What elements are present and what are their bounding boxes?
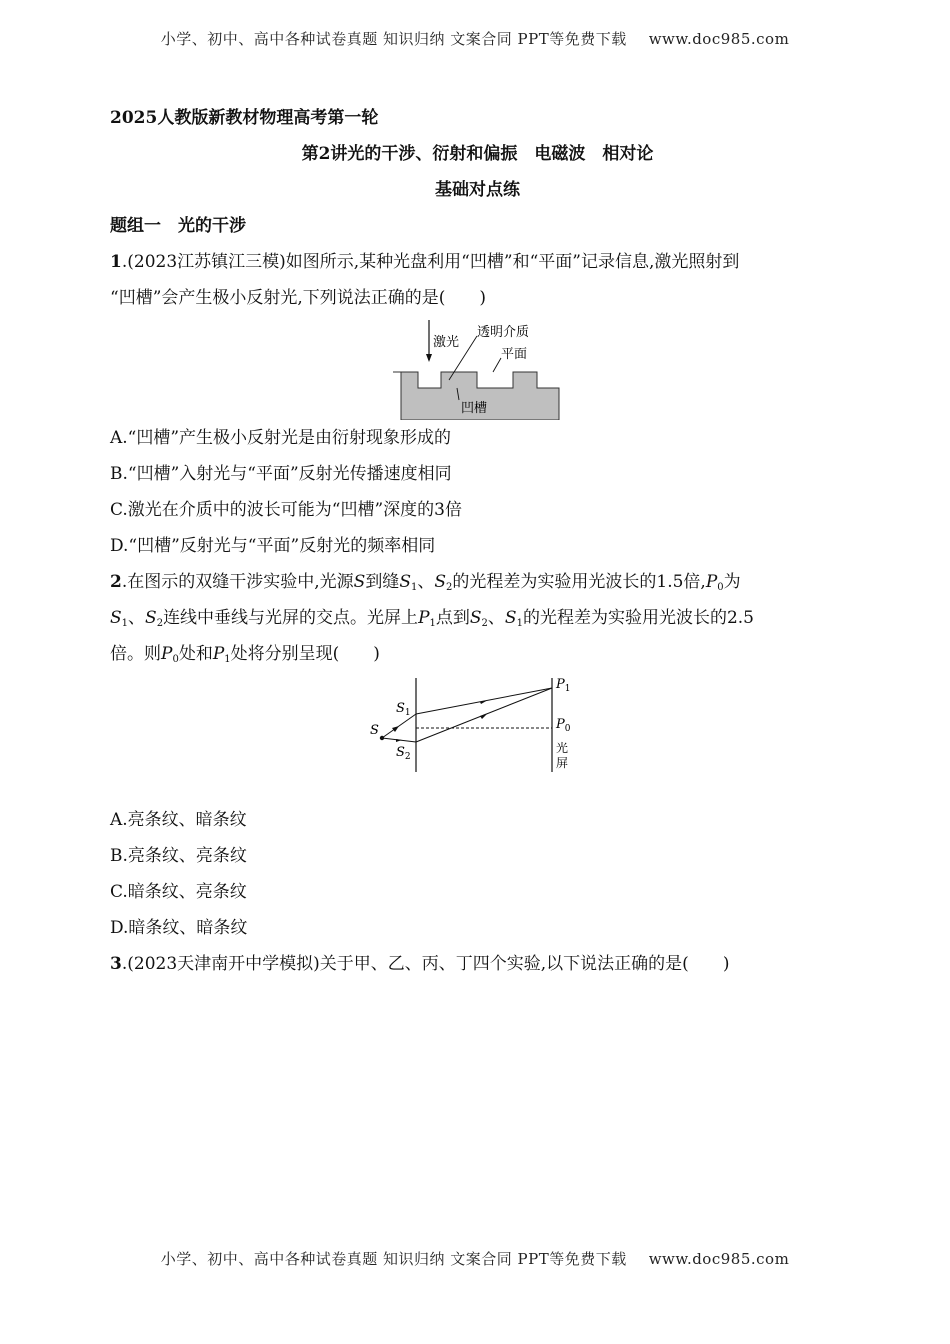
q2-l2-S2b: S: [469, 608, 482, 628]
q2-option-c: C.暗条纹、亮条纹: [110, 882, 247, 902]
q2-l2-S2: S: [145, 608, 157, 628]
optical-disc-figure: [393, 316, 563, 420]
q1-stem-a: 如图所示,某种光盘利用“凹槽”和“平面”记录信息,激光照射到: [285, 252, 740, 272]
q2-l3-sub0: 0: [172, 654, 179, 665]
header-text: 小学、初中、高中各种试卷真题 知识归纳 文案合同 PPT等免费下载: [160, 30, 627, 48]
q2-l2-d: 、: [487, 608, 505, 628]
q2-l2-sub1: 1: [121, 618, 129, 629]
header-url[interactable]: www.doc985.com: [648, 30, 790, 48]
q2-l3-P1: P: [212, 644, 225, 664]
q2-option-a: A.亮条纹、暗条纹: [110, 810, 247, 830]
series-title: 2025人教版新教材物理高考第一轮: [110, 108, 379, 128]
q2-l1-sub0: 0: [717, 582, 724, 593]
q2-l2-sub1c: 1: [516, 618, 523, 629]
q2-l2-a: 、: [128, 608, 146, 628]
q2-l1-sub2: 2: [446, 582, 453, 593]
page-footer: [0, 1248, 950, 1269]
q2-option-b: B.亮条纹、亮条纹: [110, 846, 247, 866]
fig2-label-P0-sub: 0: [564, 724, 570, 734]
q2-l1-S2: S: [434, 572, 446, 592]
q2-l2-sub1b: 1: [429, 618, 436, 629]
q3-stem: 关于甲、乙、丙、丁四个实验,以下说法正确的是( ): [319, 954, 730, 974]
fig2-label-S1: [396, 701, 411, 718]
q2-l1-S: S: [353, 572, 366, 592]
fig2-label-screen-1: 光: [555, 741, 568, 755]
q2-l3-c: 处将分别呈现( ): [230, 644, 380, 664]
q2-l3-a: 倍。则: [110, 644, 161, 664]
fig2-label-P1-sub: 1: [564, 684, 570, 694]
fig1-label-plane: 平面: [500, 347, 527, 362]
fig2-label-P1-main: P: [555, 677, 565, 692]
q2-option-d: D.暗条纹、暗条纹: [110, 918, 248, 938]
footer-text: 小学、初中、高中各种试卷真题 知识归纳 文案合同 PPT等免费下载: [160, 1250, 627, 1268]
q2-l2-b: 连线中垂线与光屏的交点。光屏上: [163, 608, 419, 628]
fig2-label-S: S: [369, 723, 379, 738]
lesson-title: 第2讲光的干涉、衍射和偏振 电磁波 相对论: [301, 144, 654, 164]
q2-l3-b: 处和: [178, 644, 213, 664]
double-slit-figure: [368, 676, 588, 776]
fig2-label-P0-main: P: [555, 717, 565, 732]
q2-l3-sub1: 1: [224, 654, 231, 665]
q1-number: 1: [110, 252, 122, 272]
fig1-label-groove: 凹槽: [460, 401, 487, 416]
q2-l2-sub2b: 2: [481, 618, 488, 629]
footer-url[interactable]: www.doc985.com: [648, 1250, 790, 1268]
document-body: [110, 100, 845, 982]
group-title: 题组一 光的干涉: [110, 216, 246, 236]
q3-number: 3: [110, 954, 122, 974]
q1-stem-line2: “凹槽”会产生极小反射光,下列说法正确的是( ): [110, 288, 487, 308]
page-header: [0, 28, 950, 49]
fig2-label-P1: [555, 677, 570, 694]
q1-source: .(2023江苏镇江三模): [121, 252, 286, 272]
section-title: 基础对点练: [435, 180, 520, 200]
q2-stem-line3: [110, 636, 845, 672]
q2-l2-e: 的光程差为实验用光波长的2.5: [522, 608, 754, 628]
q2-l1-c: 、: [417, 572, 435, 592]
q2-l3-P0: P: [161, 644, 173, 664]
q2-l2-sub2: 2: [156, 618, 164, 629]
fig2-label-S2-sub: 2: [404, 752, 411, 762]
q2-l2-c: 点到: [435, 608, 470, 628]
q2-l2-P: P: [418, 608, 430, 628]
fig2-label-S1-sub: 1: [404, 708, 411, 718]
fig1-label-medium: 透明介质: [476, 325, 529, 340]
q2-l2-S1b: S: [504, 608, 517, 628]
q2-l2-S1: S: [110, 608, 122, 628]
fig1-label-laser: 激光: [432, 335, 459, 350]
q1-option-a: A.“凹槽”产生极小反射光是由衍射现象形成的: [110, 428, 452, 448]
fig2-label-S2: [396, 745, 411, 762]
q2-l1-e: 为: [723, 572, 741, 592]
fig2-label-P0: [555, 717, 571, 734]
q2-l1-sub1: 1: [410, 582, 418, 593]
fig2-label-S1-main: S: [395, 701, 405, 716]
q2-l1-S1: S: [399, 572, 411, 592]
q2-l1-P: P: [705, 572, 718, 592]
q2-stem-line2: [110, 600, 845, 636]
q3-stem-line1: [110, 946, 845, 982]
q2-number: 2: [110, 572, 122, 592]
q2-stem-line1: [110, 564, 845, 600]
q2-l1-a: .在图示的双缝干涉实验中,光源: [121, 572, 354, 592]
q2-l1-d: 的光程差为实验用光波长的1.5倍,: [452, 572, 706, 592]
fig2-label-screen-2: 屏: [555, 756, 568, 770]
q2-l1-b: 到缝: [365, 572, 400, 592]
q1-stem-line1: [110, 244, 845, 280]
q1-option-b: B.“凹槽”入射光与“平面”反射光传播速度相同: [110, 464, 452, 484]
fig2-label-S2-main: S: [395, 745, 405, 760]
q1-option-c: C.激光在介质中的波长可能为“凹槽”深度的3倍: [110, 500, 463, 520]
q3-source: .(2023天津南开中学模拟): [121, 954, 320, 974]
q1-option-d: D.“凹槽”反射光与“平面”反射光的频率相同: [110, 536, 436, 556]
